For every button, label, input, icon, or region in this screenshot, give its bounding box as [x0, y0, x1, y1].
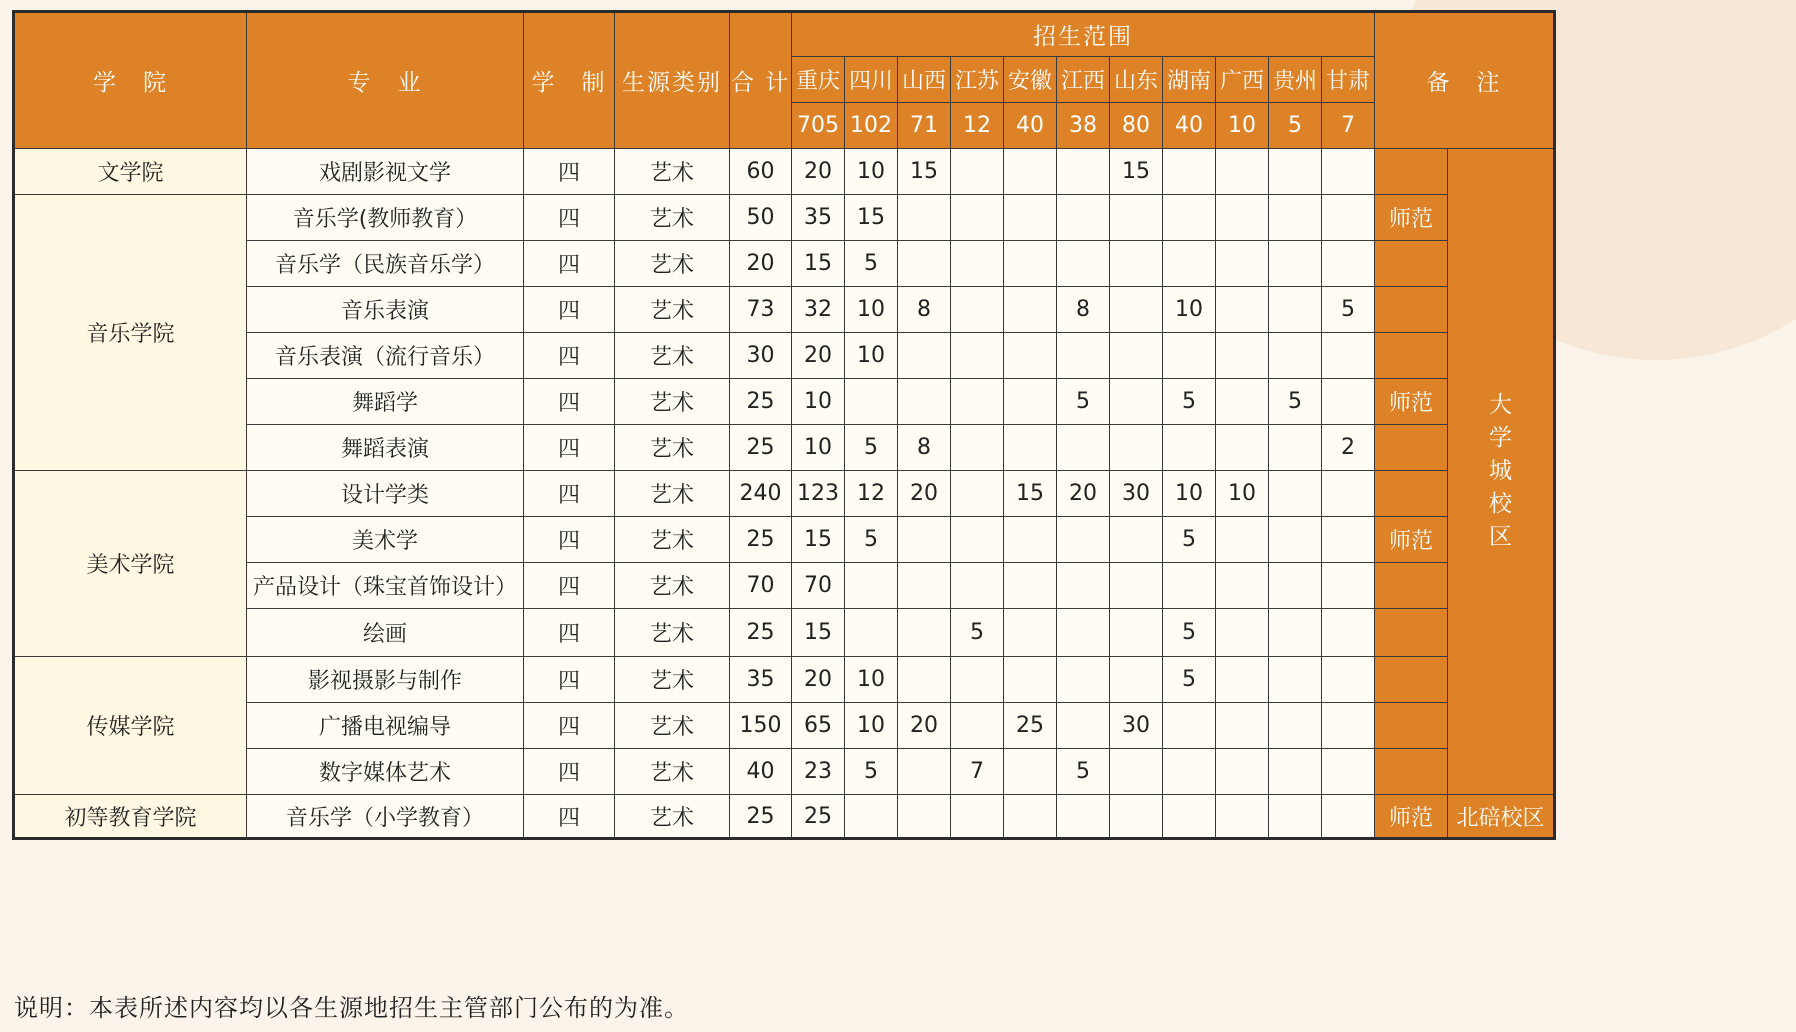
- count-cell: [1004, 609, 1057, 657]
- count-cell: 10: [845, 703, 898, 749]
- province-header: 贵州: [1269, 57, 1322, 103]
- header-category: 生源类别: [615, 12, 730, 149]
- major-cell: 音乐表演: [247, 287, 524, 333]
- province-total: 705: [792, 103, 845, 149]
- count-cell: [1004, 149, 1057, 195]
- count-cell: [1269, 703, 1322, 749]
- count-cell: [1004, 795, 1057, 839]
- count-cell: 8: [1057, 287, 1110, 333]
- count-cell: [1057, 333, 1110, 379]
- count-cell: [1269, 657, 1322, 703]
- count-cell: [951, 425, 1004, 471]
- count-cell: [1216, 563, 1269, 609]
- province-total: 10: [1216, 103, 1269, 149]
- count-cell: 70: [792, 563, 845, 609]
- total-cell: 30: [730, 333, 792, 379]
- count-cell: [1004, 379, 1057, 425]
- count-cell: 2: [1322, 425, 1375, 471]
- total-cell: 150: [730, 703, 792, 749]
- footnote: 说明：本表所述内容均以各生源地招生主管部门公布的为准。: [14, 994, 689, 1022]
- province-header: 安徽: [1004, 57, 1057, 103]
- table-row: [14, 195, 1555, 241]
- count-cell: [1057, 563, 1110, 609]
- count-cell: 5: [1269, 379, 1322, 425]
- table-row: [14, 471, 1555, 517]
- count-cell: [898, 333, 951, 379]
- count-cell: [1322, 563, 1375, 609]
- count-cell: 23: [792, 749, 845, 795]
- count-cell: [1322, 195, 1375, 241]
- table-body: [14, 149, 1555, 839]
- count-cell: [898, 195, 951, 241]
- total-cell: 35: [730, 657, 792, 703]
- count-cell: [1004, 241, 1057, 287]
- years-cell: 四: [524, 517, 615, 563]
- count-cell: [1216, 795, 1269, 839]
- count-cell: 5: [1057, 749, 1110, 795]
- count-cell: [1322, 149, 1375, 195]
- count-cell: 5: [1322, 287, 1375, 333]
- years-cell: 四: [524, 379, 615, 425]
- category-cell: 艺术: [615, 795, 730, 839]
- header-college: 学 院: [14, 12, 247, 149]
- count-cell: [1163, 563, 1216, 609]
- count-cell: 32: [792, 287, 845, 333]
- province-header: 山西: [898, 57, 951, 103]
- note-cell: [1375, 749, 1448, 795]
- major-cell: 舞蹈表演: [247, 425, 524, 471]
- major-cell: 影视摄影与制作: [247, 657, 524, 703]
- table-row: [14, 149, 1555, 195]
- count-cell: [1269, 425, 1322, 471]
- count-cell: 20: [792, 149, 845, 195]
- count-cell: [898, 795, 951, 839]
- count-cell: 20: [792, 333, 845, 379]
- count-cell: [1216, 425, 1269, 471]
- category-cell: 艺术: [615, 657, 730, 703]
- count-cell: 30: [1110, 703, 1163, 749]
- province-header: 江西: [1057, 57, 1110, 103]
- count-cell: [1110, 379, 1163, 425]
- header-notes: 备 注: [1375, 12, 1555, 149]
- count-cell: [1216, 287, 1269, 333]
- major-cell: 绘画: [247, 609, 524, 657]
- note-cell: 师范: [1375, 195, 1448, 241]
- count-cell: [1004, 333, 1057, 379]
- note-cell: [1375, 563, 1448, 609]
- count-cell: [1110, 287, 1163, 333]
- count-cell: [1216, 609, 1269, 657]
- years-cell: 四: [524, 657, 615, 703]
- count-cell: 35: [792, 195, 845, 241]
- count-cell: 10: [845, 333, 898, 379]
- count-cell: 15: [898, 149, 951, 195]
- total-cell: 73: [730, 287, 792, 333]
- count-cell: 20: [898, 703, 951, 749]
- header-major: 专 业: [247, 12, 524, 149]
- major-cell: 戏剧影视文学: [247, 149, 524, 195]
- count-cell: 10: [845, 287, 898, 333]
- count-cell: [951, 563, 1004, 609]
- note-cell: 师范: [1375, 517, 1448, 563]
- count-cell: 5: [951, 609, 1004, 657]
- count-cell: [1163, 195, 1216, 241]
- count-cell: [1057, 195, 1110, 241]
- total-cell: 50: [730, 195, 792, 241]
- count-cell: [1110, 563, 1163, 609]
- count-cell: [1322, 333, 1375, 379]
- count-cell: [1216, 333, 1269, 379]
- count-cell: [951, 703, 1004, 749]
- count-cell: [951, 149, 1004, 195]
- college-cell: 文学院: [14, 149, 247, 195]
- count-cell: 5: [1163, 657, 1216, 703]
- count-cell: [898, 241, 951, 287]
- count-cell: [1110, 333, 1163, 379]
- count-cell: [1110, 195, 1163, 241]
- province-total: 38: [1057, 103, 1110, 149]
- count-cell: [951, 657, 1004, 703]
- count-cell: [1110, 749, 1163, 795]
- total-cell: 25: [730, 379, 792, 425]
- count-cell: [1322, 517, 1375, 563]
- years-cell: 四: [524, 563, 615, 609]
- count-cell: [951, 241, 1004, 287]
- count-cell: [1322, 749, 1375, 795]
- category-cell: 艺术: [615, 379, 730, 425]
- count-cell: 5: [845, 749, 898, 795]
- college-cell: 初等教育学院: [14, 795, 247, 839]
- major-cell: 数字媒体艺术: [247, 749, 524, 795]
- major-cell: 广播电视编导: [247, 703, 524, 749]
- major-cell: 音乐学（民族音乐学）: [247, 241, 524, 287]
- count-cell: [1269, 287, 1322, 333]
- count-cell: [1216, 379, 1269, 425]
- total-cell: 60: [730, 149, 792, 195]
- count-cell: [1004, 517, 1057, 563]
- count-cell: [1322, 471, 1375, 517]
- count-cell: [1163, 333, 1216, 379]
- province-header: 江苏: [951, 57, 1004, 103]
- campus-north-cell: 北碚校区: [1448, 795, 1555, 839]
- years-cell: 四: [524, 795, 615, 839]
- province-header: 重庆: [792, 57, 845, 103]
- total-cell: 25: [730, 609, 792, 657]
- province-header: 广西: [1216, 57, 1269, 103]
- category-cell: 艺术: [615, 703, 730, 749]
- count-cell: [951, 195, 1004, 241]
- count-cell: 10: [845, 149, 898, 195]
- note-cell: [1375, 471, 1448, 517]
- count-cell: [1057, 609, 1110, 657]
- table-row: [14, 657, 1555, 703]
- years-cell: 四: [524, 609, 615, 657]
- enrollment-table: [12, 10, 1556, 840]
- count-cell: [1322, 379, 1375, 425]
- province-total: 7: [1322, 103, 1375, 149]
- count-cell: [1163, 749, 1216, 795]
- count-cell: [845, 379, 898, 425]
- count-cell: 5: [1057, 379, 1110, 425]
- count-cell: 20: [1057, 471, 1110, 517]
- count-cell: [1269, 563, 1322, 609]
- campus-main-cell: [1448, 149, 1555, 795]
- count-cell: [1110, 795, 1163, 839]
- count-cell: [951, 379, 1004, 425]
- count-cell: [898, 517, 951, 563]
- count-cell: [898, 749, 951, 795]
- count-cell: [898, 563, 951, 609]
- total-cell: 20: [730, 241, 792, 287]
- years-cell: 四: [524, 241, 615, 287]
- province-total: 40: [1163, 103, 1216, 149]
- count-cell: [1163, 425, 1216, 471]
- count-cell: 7: [951, 749, 1004, 795]
- count-cell: 15: [1110, 149, 1163, 195]
- total-cell: 25: [730, 425, 792, 471]
- header-scope: 招生范围: [792, 12, 1375, 57]
- count-cell: [1163, 795, 1216, 839]
- province-total: 12: [951, 103, 1004, 149]
- count-cell: 5: [845, 517, 898, 563]
- years-cell: 四: [524, 287, 615, 333]
- count-cell: [1216, 703, 1269, 749]
- header-total: 合 计: [730, 12, 792, 149]
- count-cell: [845, 795, 898, 839]
- category-cell: 艺术: [615, 609, 730, 657]
- total-cell: 25: [730, 517, 792, 563]
- count-cell: 15: [845, 195, 898, 241]
- count-cell: [951, 471, 1004, 517]
- major-cell: 音乐表演（流行音乐）: [247, 333, 524, 379]
- count-cell: [1110, 517, 1163, 563]
- note-cell: [1375, 333, 1448, 379]
- count-cell: [1269, 609, 1322, 657]
- count-cell: 10: [1216, 471, 1269, 517]
- note-cell: [1375, 241, 1448, 287]
- province-header: 甘肃: [1322, 57, 1375, 103]
- major-cell: 舞蹈学: [247, 379, 524, 425]
- category-cell: 艺术: [615, 425, 730, 471]
- count-cell: [951, 517, 1004, 563]
- count-cell: 25: [792, 795, 845, 839]
- count-cell: [1057, 149, 1110, 195]
- count-cell: 30: [1110, 471, 1163, 517]
- province-total: 80: [1110, 103, 1163, 149]
- count-cell: [1004, 425, 1057, 471]
- years-cell: 四: [524, 195, 615, 241]
- count-cell: [1322, 657, 1375, 703]
- count-cell: [1163, 703, 1216, 749]
- count-cell: [1216, 241, 1269, 287]
- count-cell: [1057, 517, 1110, 563]
- years-cell: 四: [524, 749, 615, 795]
- count-cell: [1057, 703, 1110, 749]
- note-cell: [1375, 703, 1448, 749]
- note-cell: [1375, 287, 1448, 333]
- college-cell: 音乐学院: [14, 195, 247, 471]
- count-cell: 12: [845, 471, 898, 517]
- count-cell: [1110, 241, 1163, 287]
- count-cell: [845, 563, 898, 609]
- category-cell: 艺术: [615, 149, 730, 195]
- years-cell: 四: [524, 471, 615, 517]
- category-cell: 艺术: [615, 517, 730, 563]
- count-cell: [1004, 657, 1057, 703]
- count-cell: 5: [845, 425, 898, 471]
- college-cell: 美术学院: [14, 471, 247, 657]
- note-cell: [1375, 609, 1448, 657]
- province-header: 湖南: [1163, 57, 1216, 103]
- count-cell: [1110, 609, 1163, 657]
- count-cell: 5: [845, 241, 898, 287]
- count-cell: 20: [898, 471, 951, 517]
- province-header: 四川: [845, 57, 898, 103]
- province-total: 5: [1269, 103, 1322, 149]
- major-cell: 产品设计（珠宝首饰设计）: [247, 563, 524, 609]
- province-total: 71: [898, 103, 951, 149]
- table-row: [14, 795, 1555, 839]
- count-cell: [1322, 703, 1375, 749]
- count-cell: [951, 795, 1004, 839]
- category-cell: 艺术: [615, 195, 730, 241]
- count-cell: [845, 609, 898, 657]
- count-cell: [1004, 749, 1057, 795]
- count-cell: 10: [1163, 471, 1216, 517]
- count-cell: [1110, 657, 1163, 703]
- category-cell: 艺术: [615, 333, 730, 379]
- count-cell: [1057, 795, 1110, 839]
- count-cell: 10: [1163, 287, 1216, 333]
- years-cell: 四: [524, 149, 615, 195]
- count-cell: [951, 333, 1004, 379]
- count-cell: 123: [792, 471, 845, 517]
- count-cell: [898, 657, 951, 703]
- count-cell: 15: [792, 609, 845, 657]
- count-cell: [1269, 195, 1322, 241]
- header-years: 学 制: [524, 12, 615, 149]
- count-cell: [1322, 609, 1375, 657]
- count-cell: 10: [845, 657, 898, 703]
- major-cell: 设计学类: [247, 471, 524, 517]
- years-cell: 四: [524, 333, 615, 379]
- note-cell: 师范: [1375, 795, 1448, 839]
- count-cell: [1269, 241, 1322, 287]
- category-cell: 艺术: [615, 749, 730, 795]
- count-cell: 10: [792, 379, 845, 425]
- count-cell: [1322, 241, 1375, 287]
- count-cell: [1322, 795, 1375, 839]
- total-cell: 70: [730, 563, 792, 609]
- category-cell: 艺术: [615, 241, 730, 287]
- count-cell: [1216, 195, 1269, 241]
- count-cell: [1004, 195, 1057, 241]
- years-cell: 四: [524, 703, 615, 749]
- count-cell: [1004, 563, 1057, 609]
- count-cell: 25: [1004, 703, 1057, 749]
- category-cell: 艺术: [615, 563, 730, 609]
- count-cell: [1110, 425, 1163, 471]
- count-cell: [1269, 517, 1322, 563]
- count-cell: [1216, 657, 1269, 703]
- province-header: 山东: [1110, 57, 1163, 103]
- count-cell: 10: [792, 425, 845, 471]
- count-cell: [1216, 517, 1269, 563]
- campus-main-label: 大学城校区: [1489, 392, 1512, 550]
- count-cell: 8: [898, 287, 951, 333]
- count-cell: [951, 287, 1004, 333]
- count-cell: 15: [792, 517, 845, 563]
- category-cell: 艺术: [615, 471, 730, 517]
- count-cell: [1057, 657, 1110, 703]
- count-cell: [1269, 333, 1322, 379]
- province-total: 102: [845, 103, 898, 149]
- major-cell: 音乐学(教师教育）: [247, 195, 524, 241]
- count-cell: 5: [1163, 609, 1216, 657]
- count-cell: [1004, 287, 1057, 333]
- major-cell: 音乐学（小学教育）: [247, 795, 524, 839]
- count-cell: [1216, 149, 1269, 195]
- count-cell: 15: [1004, 471, 1057, 517]
- count-cell: [898, 609, 951, 657]
- note-cell: [1375, 425, 1448, 471]
- count-cell: 15: [792, 241, 845, 287]
- count-cell: [898, 379, 951, 425]
- total-cell: 40: [730, 749, 792, 795]
- count-cell: 5: [1163, 517, 1216, 563]
- count-cell: 20: [792, 657, 845, 703]
- count-cell: [1163, 149, 1216, 195]
- count-cell: [1269, 471, 1322, 517]
- count-cell: [1163, 241, 1216, 287]
- count-cell: [1057, 241, 1110, 287]
- note-cell: 师范: [1375, 379, 1448, 425]
- note-cell: [1375, 657, 1448, 703]
- note-cell: [1375, 149, 1448, 195]
- total-cell: 25: [730, 795, 792, 839]
- years-cell: 四: [524, 425, 615, 471]
- college-cell: 传媒学院: [14, 657, 247, 795]
- category-cell: 艺术: [615, 287, 730, 333]
- count-cell: [1269, 149, 1322, 195]
- count-cell: [1269, 749, 1322, 795]
- count-cell: [1216, 749, 1269, 795]
- count-cell: 5: [1163, 379, 1216, 425]
- count-cell: 65: [792, 703, 845, 749]
- count-cell: 8: [898, 425, 951, 471]
- province-total: 40: [1004, 103, 1057, 149]
- count-cell: [1269, 795, 1322, 839]
- major-cell: 美术学: [247, 517, 524, 563]
- total-cell: 240: [730, 471, 792, 517]
- count-cell: [1057, 425, 1110, 471]
